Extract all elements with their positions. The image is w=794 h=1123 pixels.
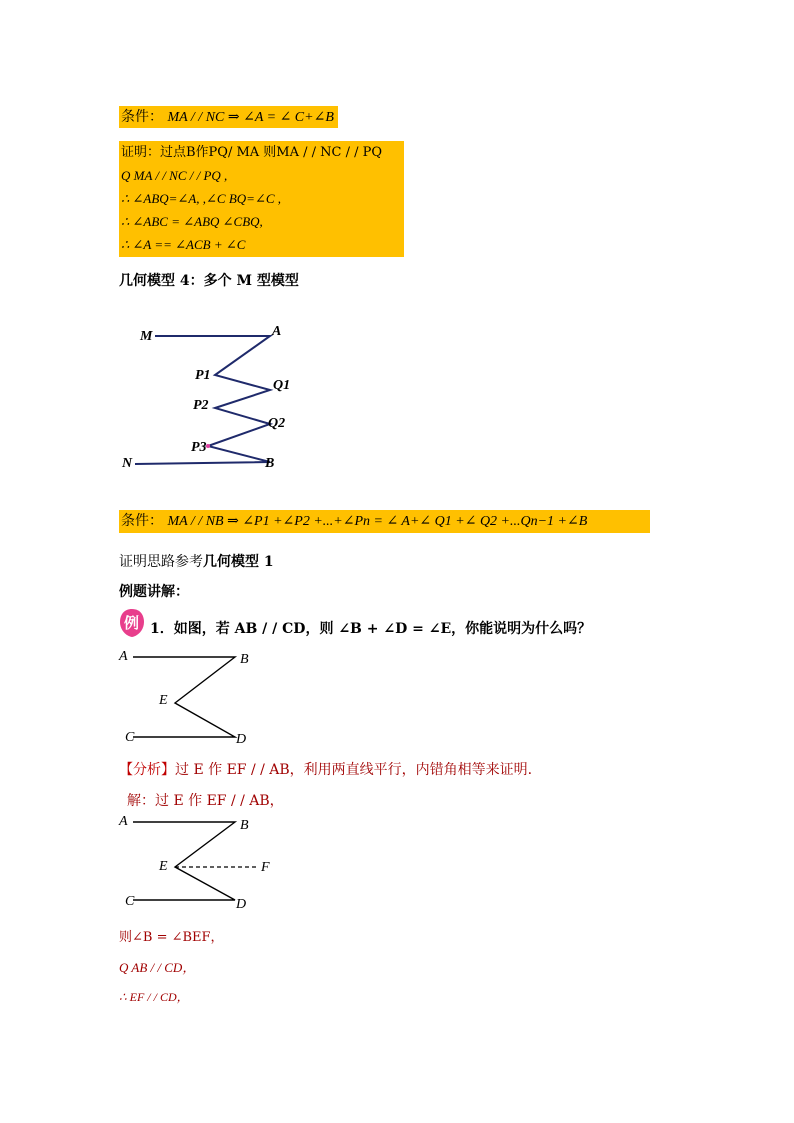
solution-intro: 解：过 E 作 EF / / AB， (127, 793, 284, 809)
label-P2: P2 (193, 398, 209, 413)
sol-label-A: A (119, 814, 128, 829)
solution-figure (115, 810, 285, 910)
label-Q2: Q2 (268, 416, 286, 431)
proof-line-5: ∴ ∠A == ∠ACB + ∠C (121, 237, 246, 252)
label-P1: P1 (195, 368, 211, 383)
condition-1-box (119, 106, 338, 128)
sol-label-E: E (159, 859, 168, 874)
proof-1-box (119, 141, 404, 257)
solution-step-3: ∴ EF / / CD， (119, 990, 189, 1004)
proof-hint-prefix: 证明思路参考 (119, 554, 203, 570)
proof-line-4: ∴ ∠ABC = ∠ABQ ∠CBQ, (121, 214, 263, 229)
condition-1-label: 条件： (121, 109, 163, 125)
model-4-title: 几何模型 4：多个 M 型模型 (119, 273, 299, 289)
label-N: N (122, 456, 133, 471)
condition-1-expr: MA / / NC ⇒ ∠A = ∠ C+∠B (167, 110, 334, 125)
solution-step-1: 则∠B = ∠BEF， (119, 930, 224, 945)
ex1-label-A: A (119, 649, 128, 664)
p3-point-marker (206, 444, 210, 448)
sol-label-C: C (125, 894, 135, 909)
proof-line-2: Q MA / / NC / / PQ , (121, 168, 228, 183)
sol-label-B: B (240, 818, 249, 833)
label-Q1: Q1 (273, 378, 291, 393)
ex1-label-D: D (236, 732, 247, 747)
label-M: M (140, 329, 153, 344)
condition-2-label: 条件： (121, 513, 163, 529)
example-1-question: 1．如图，若 AB / / CD，则 ∠B + ∠D = ∠E，你能说明为什么吗？ (150, 621, 592, 637)
example-badge-text: 例 (124, 614, 140, 632)
analysis-line (119, 759, 532, 779)
ex1-label-E: E (159, 693, 168, 708)
proof-hint-bold: 几何模型 1 (203, 554, 274, 570)
solution-zigzag (133, 822, 235, 900)
example-badge (119, 608, 145, 638)
ex1-label-C: C (125, 730, 135, 745)
sol-label-F: F (261, 860, 270, 875)
proof-hint (119, 551, 274, 571)
condition-2-expr: MA / / NB ⇒ ∠P1 +∠P2 +...+∠Pn = ∠ A+∠ Q1 +∠ Q2 +...Qn−1 +∠B (167, 514, 588, 529)
analysis-text: 过 E 作 EF / / AB，利用两直线平行，内错角相等来证明. (175, 762, 533, 778)
label-P3: P3 (191, 440, 207, 455)
analysis-tag: 【分析】 (119, 762, 175, 778)
ex1-label-B: B (240, 652, 249, 667)
label-A: A (272, 324, 282, 339)
example-heading: 例题讲解： (119, 584, 189, 600)
solution-step-2: Q AB / / CD， (119, 960, 196, 975)
example-1-zigzag (133, 657, 235, 737)
sol-label-D: D (236, 897, 247, 912)
condition-2-box (119, 510, 650, 533)
proof-line-1: 证明：过点B作PQ/ MA 则MA / / NC / / PQ (121, 145, 383, 160)
proof-line-3: ∴ ∠ABQ=∠A, ,∠C BQ=∠C , (121, 191, 282, 206)
label-B: B (265, 456, 275, 471)
